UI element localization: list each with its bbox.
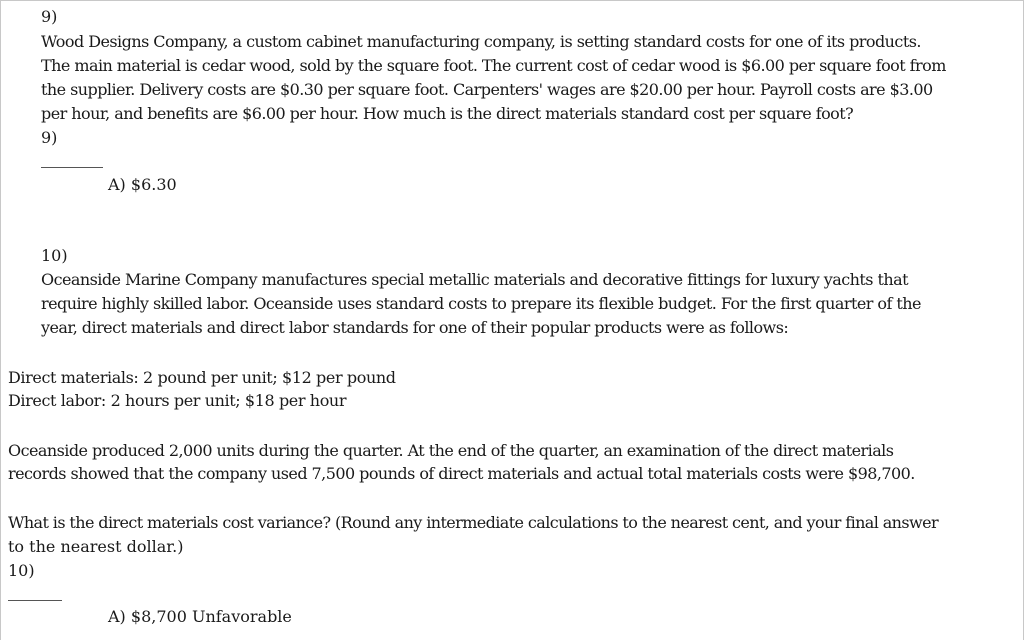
question-text-line: Wood Designs Company, a custom cabinet manufacturing company, is setting standard costs for one of its products. <box>41 32 921 51</box>
question-text-line: require highly skilled labor. Oceanside uses standard costs to prepare its flexible budget. For the first quarter of the <box>41 294 921 313</box>
question-text-line: year, direct materials and direct labor standards for one of their popular products were as follows: <box>41 318 789 337</box>
question-text-line: Oceanside Marine Company manufactures special metallic materials and decorative fittings for luxury yachts that <box>41 270 908 289</box>
answer-blank-line <box>41 167 103 168</box>
production-text-line: records showed that the company used 7,500 pounds of direct materials and actual total materials costs were $98,700. <box>8 464 915 483</box>
question-text-line: per hour, and benefits are $6.00 per hour. How much is the direct materials standard cost per square foot? <box>41 104 854 123</box>
page-border-top <box>0 0 1024 1</box>
answer-choice: A) $8,700 Unfavorable <box>108 607 292 626</box>
direct-labor-standard: Direct labor: 2 hours per unit; $18 per hour <box>8 391 347 410</box>
question-number-repeat: 9) <box>41 128 58 147</box>
question-number: 10) <box>41 246 68 265</box>
question-number-repeat: 10) <box>8 561 35 580</box>
question-text-line: What is the direct materials cost variance? (Round any intermediate calculations to the nearest cent, and your final answer <box>8 513 938 532</box>
direct-materials-standard: Direct materials: 2 pound per unit; $12 per pound <box>8 368 396 387</box>
question-text-line: to the nearest dollar.) <box>8 537 184 556</box>
production-text-line: Oceanside produced 2,000 units during the quarter. At the end of the quarter, an examination of the direct materials <box>8 441 894 460</box>
question-text-line: The main material is cedar wood, sold by the square foot. The current cost of cedar wood is $6.00 per square foot from <box>41 56 946 75</box>
page-border-left <box>0 0 1 640</box>
answer-choice: A) $6.30 <box>108 175 177 194</box>
question-number: 9) <box>41 7 58 26</box>
question-text-line: the supplier. Delivery costs are $0.30 per square foot. Carpenters' wages are $20.00 per hour. Payroll costs are $3.00 <box>41 80 933 99</box>
answer-blank-line <box>8 600 62 601</box>
